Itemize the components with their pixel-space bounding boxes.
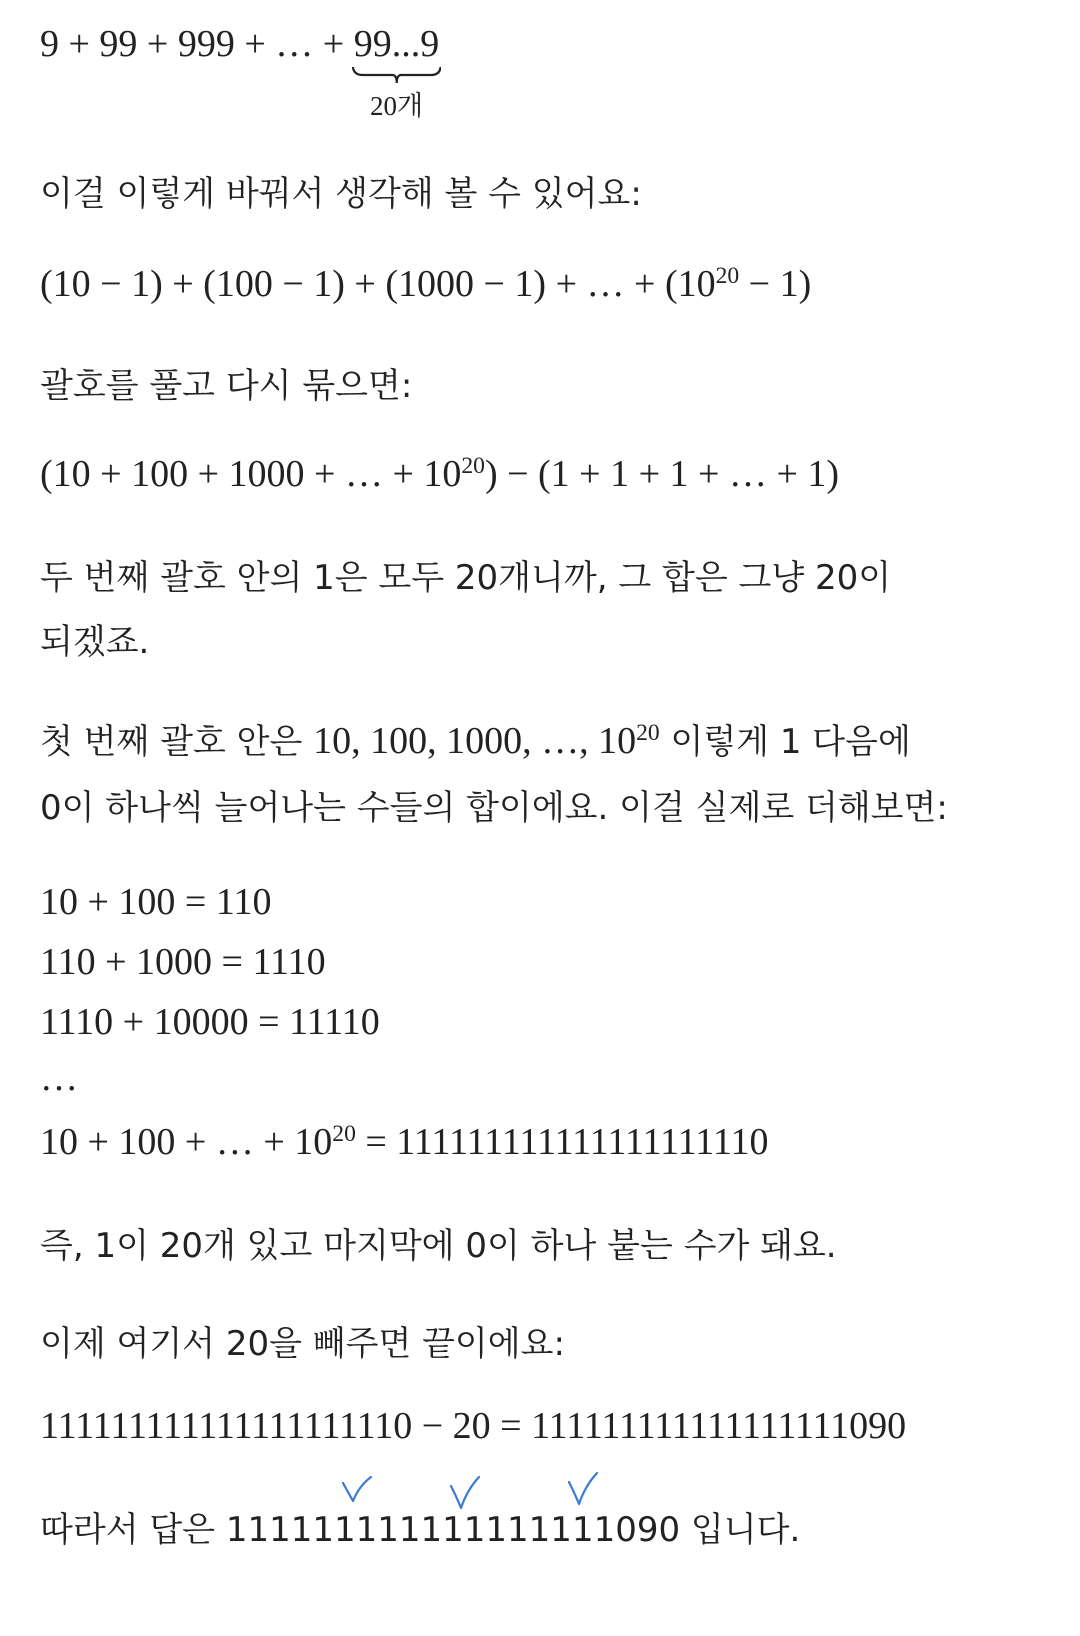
paragraph-2: 괄호를 풀고 다시 묶으면: (40, 366, 413, 406)
exponent: 20 (636, 720, 660, 747)
expression-line-2: (10 − 1) + (100 − 1) + (1000 − 1) + … + $(10^{20} - 1)$ (40, 263, 812, 305)
checkmark-icon (448, 1474, 482, 1514)
sum-row-2: 110 + 1000 = 1110 (40, 941, 326, 983)
paragraph-6: 이제 여기서 20을 빼주면 끝이에요: (40, 1324, 565, 1364)
inline-math: 10, 100, 1000, …, $10^{20}$ (313, 720, 660, 762)
paragraph-3-line-2: 되겠죠. (40, 622, 150, 662)
expression-prefix: 9 + 99 + 999 + … + (40, 23, 354, 65)
exponent: 20 (332, 1121, 356, 1148)
underbrace-label: 20개 (369, 91, 424, 121)
underbrace-group (353, 22, 440, 121)
paragraph-5: 즉, 1이 20개 있고 마지막에 0이 하나 붙는 수가 돼요. (40, 1226, 837, 1266)
expression-line-3: (10 + 100 + 1000 + … + $10^{20}) - (1 + 1 + 1$ + … + 1) (40, 453, 840, 495)
checkmark-icon (566, 1470, 600, 1510)
paragraph-1: 이걸 이렇게 바꿔서 생각해 볼 수 있어요: (40, 174, 642, 214)
exponent: 20 (715, 263, 740, 290)
underbrace-icon (352, 66, 442, 84)
paragraph-4-line-2: 0이 하나씩 늘어나는 수들의 합이에요. 이걸 실제로 더해보면: (40, 788, 948, 828)
paragraph-3-line-1: 두 번째 괄호 안의 1은 모두 20개니까, 그 합은 그냥 20이 (40, 558, 892, 598)
checkmark-icon (340, 1474, 374, 1508)
sum-row-3: 1110 + 10000 = 11110 (40, 1001, 380, 1043)
answer-line: 따라서 답은 111111111111111111090 입니다. (40, 1510, 801, 1550)
sum-row-final: 10 + 100 + … + $10^{20} = 111111111111111111110$ (40, 1121, 769, 1163)
expression-line-4: 111111111111111111110 − 20 = 111111111111111111090 (40, 1405, 907, 1447)
exponent: 20 (461, 453, 485, 480)
expression-line-1 (40, 22, 440, 121)
paragraph-4-line-1: 첫 번째 괄호 안은 10, 100, 1000, …, $10^{20}$ 이렇게 1 다음에 (40, 720, 911, 762)
underbrace-top-text: 99...9 (353, 23, 440, 65)
sum-row-ellipsis: … (40, 1057, 78, 1099)
sum-row-1: 10 + 100 = 110 (40, 881, 272, 923)
